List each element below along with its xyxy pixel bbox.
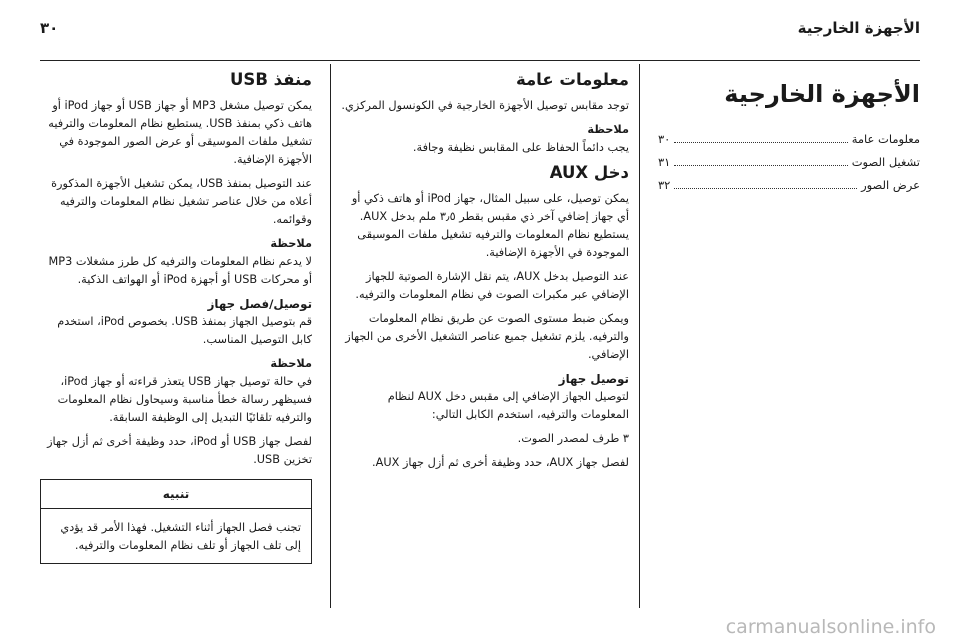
- chapter-title: الأجهزة الخارجية: [724, 80, 920, 108]
- aux-paragraph: عند التوصيل بدخل AUX، يتم نقل الإشارة الصوتية للجهاز الإضافي عبر مكبرات الصوت في نظام المعلومات والترفيه.: [355, 270, 629, 301]
- connect-device-title: توصيل جهاز: [558, 372, 629, 386]
- aux-input-title: دخل AUX: [549, 163, 629, 182]
- caution-box: [40, 479, 312, 564]
- toc-entry-page: ٣٠: [658, 132, 671, 146]
- toc-entry-general-info[interactable]: [658, 128, 920, 151]
- header-section-title: الأجهزة الخارجية: [797, 19, 920, 37]
- caution-text: تجنب فصل الجهاز أثناء التشغيل. فهذا الأمر قد يؤدي إلى تلف الجهاز أو تلف نظام المعلومات والترفيه.: [60, 521, 301, 552]
- general-info-title: معلومات عامة: [515, 70, 629, 89]
- toc-leader-dots: [674, 165, 847, 166]
- toc-entry-page: ٣١: [658, 155, 671, 169]
- connect-paragraph: لفصل جهاز AUX، حدد وظيفة أخرى ثم أزل جهاز AUX.: [372, 456, 629, 469]
- connect-paragraph: ٣ طرف لمصدر الصوت.: [517, 432, 629, 445]
- toc-entry-picture-display[interactable]: [658, 174, 920, 197]
- toc-entry-page: ٣٢: [658, 178, 671, 192]
- usb-paragraph: عند التوصيل بمنفذ USB، يمكن تشغيل الأجهزة المذكورة أعلاه من خلال عناصر تشغيل نظام المعلومات والترفيه وقوائمه.: [51, 177, 312, 226]
- toc-entry-audio-playback[interactable]: [658, 151, 920, 174]
- header-page-number: ٣٠: [40, 19, 59, 37]
- toc-entry-label: عرض الصور: [861, 178, 920, 192]
- table-of-contents: [658, 128, 920, 197]
- note-label: ملاحظة: [270, 237, 312, 250]
- page-header: [40, 10, 920, 46]
- note-label: ملاحظة: [270, 357, 312, 370]
- toc-leader-dots: [674, 188, 857, 189]
- aux-paragraph: ويمكن ضبط مستوى الصوت عن طريق نظام المعلومات والترفيه. يلزم تشغيل جميع عناصر التشغيل الأخرى من الجهاز الإضافي.: [345, 312, 629, 361]
- note-text: في حالة توصيل جهاز USB يتعذر قراءته أو جهاز iPod، فسيظهر رسالة خطأ مناسبة وسيحاول نظام المعلومات والترفيه تلقائيًا التبديل إلى الوظيفة السابقة.: [57, 375, 312, 424]
- usb-column: [30, 64, 322, 608]
- toc-entry-label: تشغيل الصوت: [851, 155, 920, 169]
- usb-paragraph: يمكن توصيل مشغل MP3 أو جهاز USB أو جهاز iPod أو هاتف ذكي بمنفذ USB. يستطيع نظام المعلومات والترفيه تشغيل ملفات الموسيقى أو عرض الصور الموجودة في الأجهزة الإضافية.: [48, 99, 312, 166]
- general-info-intro: توجد مقابس توصيل الأجهزة الخارجية في الكونسول المركزي.: [341, 99, 629, 112]
- aux-paragraph: يمكن توصيل، على سبيل المثال، جهاز iPod أو هاتف ذكي أو أي جهاز إضافي آخر ذي مقبس بقطر ٣٫٥ ملم بدخل AUX. يستطيع نظام المعلومات والترفيه تشغيل ملفات الموسيقى الموجودة في الأجهزة الإضافية.: [351, 192, 629, 259]
- connect-paragraph: قم بتوصيل الجهاز بمنفذ USB. بخصوص iPod، استخدم كابل التوصيل المناسب.: [57, 315, 312, 346]
- toc-entry-label: معلومات عامة: [851, 132, 920, 146]
- caution-title: تنبيه: [41, 480, 311, 509]
- general-info-column: [330, 64, 640, 608]
- usb-port-title: منفذ USB: [230, 70, 312, 89]
- header-rule: [40, 60, 920, 61]
- note-label: ملاحظة: [587, 123, 629, 136]
- chapter-column: [648, 64, 930, 608]
- watermark: carmanualsonline.info: [725, 616, 936, 638]
- connect-paragraph: لتوصيل الجهاز الإضافي إلى مقبس دخل AUX لنظام المعلومات والترفيه، استخدم الكابل التالي:: [387, 390, 629, 421]
- disconnect-paragraph: لفصل جهاز USB أو iPod، حدد وظيفة أخرى ثم أزل جهاز تخزين USB.: [47, 435, 312, 466]
- toc-leader-dots: [674, 142, 847, 143]
- note-text: لا يدعم نظام المعلومات والترفيه كل طرز مشغلات MP3 أو محركات USB أو أجهزة iPod أو الهواتف الذكية.: [48, 255, 312, 286]
- note-text: يجب دائماً الحفاظ على المقابس نظيفة وجافة.: [412, 141, 629, 154]
- connect-disconnect-title: توصيل/فصل جهاز: [207, 297, 312, 311]
